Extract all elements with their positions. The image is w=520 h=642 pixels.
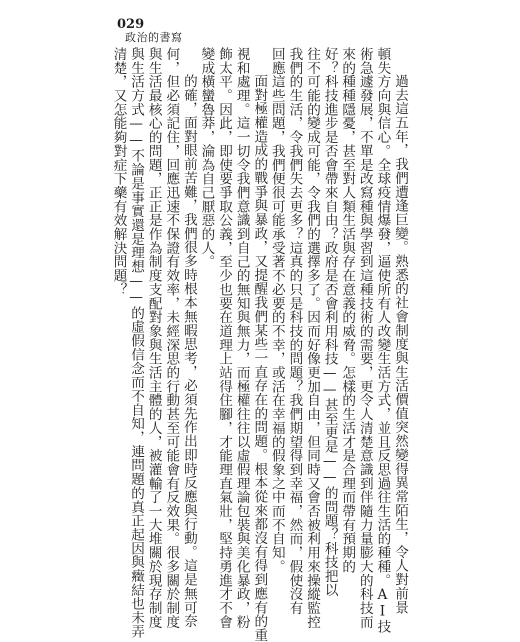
- text-line-7: 我們的生活，令我們失去更多？這真的只是科技的問題？我們期望得到幸福，然而，假使沒有: [286, 47, 303, 615]
- text-line-9: 面對極權造成的戰爭與暴政，又提醒我們某些一直存在的問題。根本從來都沒有得到應有的重: [251, 74, 268, 642]
- book-title: 政治的書寫: [125, 31, 183, 44]
- text-line-1: 過去這五年，我們遭逢巨變。熟悉的社會制度與生活價值突然變得異常陌生，令人對前景: [392, 74, 408, 615]
- text-line-12: 變成橫蠻魯莽，淪為自己厭惡的人。: [198, 47, 215, 269]
- text-line-3: 術急遽發展，不單是改寫種與學習到這種技術的需要，更令人清楚意識到伴隨力量膨大的科技而: [356, 47, 373, 629]
- text-line-5: 好？科技進步是否會帶來自由？政府是否會利用科技——甚至更是——的問題？科技把以: [321, 47, 338, 597]
- text-line-8: 回應這些問題，我們便很可能承受著不必要的不幸，或活在幸福的假象之中而不自知。: [268, 47, 285, 574]
- text-line-10: 視和處理。這一切令我們意識到自己的無知與無力，而極權往往以虛假理論包裝與美化暴政，粉: [233, 47, 250, 629]
- text-line-6: 往不可能的變成可能，令我們的選擇多了。因而好像更加自由，但同時又會否被利用來操縱監控: [304, 47, 321, 629]
- text-line-13: 的確，面對眼前苦難，我們很多時根本無暇思考，必須先作出即時反應與行動。這是無可奈: [180, 74, 197, 629]
- text-line-17: 清楚，又怎能夠對症下藥有效解決問題？: [110, 47, 127, 297]
- vertical-text-body: [109, 47, 408, 642]
- text-line-2: 頓失方向與信心。全球疫情爆發，逼使所有人改變生活方式，並且反思過往生活的種種。AI技: [374, 47, 391, 634]
- text-line-4: 來的種種隱憂，甚至對人類生活與存在意義的威脅。怎樣的生活才是合理而帶有預期的: [339, 47, 356, 574]
- text-line-16: 與生活方式——不論是事實還是理想——的虛假信念而不自知，連問題的真正起因與癥結也未弄: [128, 47, 145, 639]
- text-line-15: 與生活最核心的問題，正正是作為制度支配對象與生活主體的人，被灌輸了一大堆關於現存制度: [145, 47, 162, 629]
- page-header: [117, 18, 183, 45]
- text-line-11: 飾太平。因此，即使要爭取公義，至少也要在道理上站得住腳，才能理直氣壯，堅持勇進才不會: [216, 47, 233, 629]
- page-number: 029: [117, 17, 145, 32]
- text-line-14: 何，但必須記住，回應迅速不保證有效率，未經深思的行動甚至可能會有反效果。很多關於制度: [163, 47, 180, 629]
